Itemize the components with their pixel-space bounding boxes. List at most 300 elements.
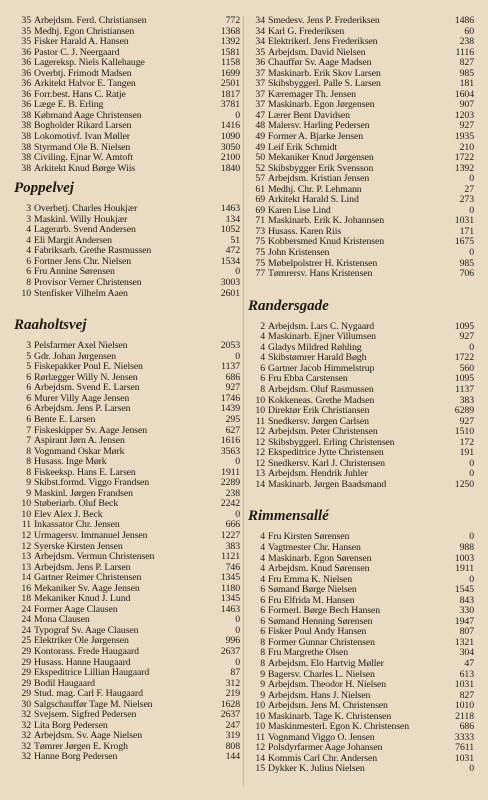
house-number: 36 xyxy=(21,67,31,79)
resident-name: Købmand Aage Christensen xyxy=(34,110,142,121)
phone-number: 2100 xyxy=(220,152,240,164)
house-number: 29 xyxy=(21,667,31,679)
resident-name: Maskinarb. Erik K. Johannsen xyxy=(268,216,385,227)
resident-name: Maskinarb. Egon Sørensen xyxy=(268,553,372,564)
directory-entry xyxy=(14,373,240,384)
phone-number: 666 xyxy=(225,519,240,531)
phone-number: 312 xyxy=(225,677,240,689)
resident-name: Polsdyrfarmer Aage Johansen xyxy=(268,743,383,754)
house-number: 24 xyxy=(21,614,31,626)
directory-entry xyxy=(248,448,474,459)
house-number: 32 xyxy=(21,751,31,763)
phone-number: 686 xyxy=(225,371,240,383)
phone-number: 51 xyxy=(230,234,240,246)
house-number: 13 xyxy=(21,561,31,573)
directory-entry xyxy=(14,48,240,59)
house-number: 10 xyxy=(255,710,265,722)
house-number: 5 xyxy=(26,361,31,373)
phone-number: 1581 xyxy=(220,46,240,58)
resident-name: Arkitekt Harald S. Lind xyxy=(268,195,359,206)
resident-name: Skibsbyggerl. Palle S. Larsen xyxy=(268,79,381,90)
phone-number: 1545 xyxy=(454,584,474,596)
resident-name: Former A. Bjarke Jensen xyxy=(268,132,364,143)
phone-number: 1137 xyxy=(221,361,240,373)
phone-number: 1116 xyxy=(455,46,474,58)
phone-number: 0 xyxy=(469,457,474,469)
phone-number: 3333 xyxy=(454,731,474,743)
resident-name: Gartner Reimer Christensen xyxy=(34,573,142,584)
directory-entry xyxy=(14,573,240,584)
phone-number: 2637 xyxy=(220,645,240,657)
house-number: 35 xyxy=(21,36,31,48)
phone-number: 1616 xyxy=(220,435,240,447)
resident-name: Gladys Mildred Røhling xyxy=(268,342,362,353)
resident-name: Fru Margrethe Olsen xyxy=(268,648,349,659)
resident-name: Skibsbyggerl. Erling Christensen xyxy=(268,437,395,448)
house-number: 8 xyxy=(260,647,265,659)
rimmensalle-list xyxy=(248,532,474,775)
resident-name: Arbejdsm. Peter Christensen xyxy=(268,427,378,438)
phone-number: 1121 xyxy=(221,551,240,563)
directory-entry xyxy=(14,658,240,669)
phone-number: 1137 xyxy=(455,383,474,395)
house-number: 11 xyxy=(255,731,265,743)
phone-number: 772 xyxy=(225,15,240,26)
directory-entry xyxy=(248,417,474,428)
house-number: 10 xyxy=(21,498,31,510)
house-number: 10 xyxy=(21,287,31,299)
phone-number: 1345 xyxy=(220,572,240,584)
phone-number: 2118 xyxy=(455,710,474,722)
directory-entry xyxy=(248,638,474,649)
house-number: 69 xyxy=(255,204,265,216)
house-number: 38 xyxy=(21,120,31,132)
phone-number: 3003 xyxy=(220,277,240,289)
phone-number: 1439 xyxy=(220,403,240,415)
phone-number: 273 xyxy=(459,194,474,206)
house-number: 38 xyxy=(21,141,31,153)
directory-entry xyxy=(14,752,240,763)
resident-name: Maskinarb. Tage K. Christensen xyxy=(268,711,392,722)
house-number: 35 xyxy=(21,15,31,26)
house-number: 13 xyxy=(21,551,31,563)
house-number: 32 xyxy=(21,740,31,752)
house-number: 12 xyxy=(21,540,31,552)
phone-number: 1095 xyxy=(454,320,474,332)
house-number: 6 xyxy=(260,373,265,385)
phone-number: 1416 xyxy=(220,120,240,132)
directory-entry xyxy=(14,679,240,690)
directory-entry xyxy=(248,343,474,354)
house-number: 6 xyxy=(26,413,31,425)
directory-entry xyxy=(248,438,474,449)
directory-entry xyxy=(14,383,240,394)
resident-name: Formerl. Børge Bech Hansen xyxy=(268,606,381,617)
resident-name: Medhj. Egon Christiansen xyxy=(34,26,135,37)
street-heading-randersgade: Randersgade xyxy=(248,297,329,314)
house-number: 50 xyxy=(255,152,265,164)
resident-name: Rørlægger Willy N. Jensen xyxy=(34,372,138,383)
house-number: 8 xyxy=(26,445,31,457)
directory-entry xyxy=(248,332,474,343)
left-column xyxy=(14,16,240,786)
directory-entry xyxy=(14,278,240,289)
phone-number: 1628 xyxy=(220,698,240,710)
resident-name: Elektrikerl. Jens Frederiksen xyxy=(268,37,378,48)
house-number: 29 xyxy=(21,688,31,700)
resident-name: Fisker Poul Andy Hansen xyxy=(268,627,367,638)
house-number: 37 xyxy=(255,88,265,100)
resident-name: Fiskeskipper Sv. Aage Jensen xyxy=(34,425,148,436)
house-number: 12 xyxy=(255,426,265,438)
resident-name: Elektriker Ole Jørgensen xyxy=(34,636,129,647)
directory-entry xyxy=(248,733,474,744)
directory-entry xyxy=(248,111,474,122)
house-number: 9 xyxy=(260,668,265,680)
house-number: 52 xyxy=(255,162,265,174)
resident-name: Arbejdsm. Ferd. Christiansen xyxy=(34,16,147,26)
phone-number: 0 xyxy=(235,266,240,278)
phone-number: 613 xyxy=(459,668,474,680)
resident-name: Arkitekt Halvor E. Tangen xyxy=(34,79,136,90)
phone-number: 1095 xyxy=(454,373,474,385)
directory-entry xyxy=(248,596,474,607)
directory-entry xyxy=(14,204,240,215)
resident-name: Arbejdsm. Kristian Jensen xyxy=(268,174,370,185)
resident-name: Inkassator Chr. Jensen xyxy=(34,520,120,531)
resident-name: Kommis Carl Chr. Andersen xyxy=(268,753,378,764)
directory-entry xyxy=(14,721,240,732)
resident-name: Arbejdsm. Oluf Rasmussen xyxy=(268,384,374,395)
directory-entry xyxy=(14,164,240,175)
phone-number: 87 xyxy=(230,667,240,679)
phone-number: 0 xyxy=(235,624,240,636)
right-column xyxy=(248,16,474,786)
house-number: 32 xyxy=(21,730,31,742)
phone-number: 144 xyxy=(225,751,240,763)
house-number: 75 xyxy=(255,257,265,269)
phone-number: 1935 xyxy=(454,131,474,143)
house-number: 6 xyxy=(26,392,31,404)
resident-name: Svejsem. Sigfred Pedersen xyxy=(34,710,137,721)
phone-number: 560 xyxy=(459,362,474,374)
resident-name: Fru Elfrida M. Hansen xyxy=(268,595,355,606)
directory-entry xyxy=(248,69,474,80)
house-number: 29 xyxy=(21,645,31,657)
resident-name: Murer Villy Aage Jensen xyxy=(34,393,130,404)
resident-name: Bagersv. Charles L. Nielsen xyxy=(268,669,375,680)
directory-entry xyxy=(248,764,474,775)
resident-name: Lærer Bent Davidsen xyxy=(268,110,350,121)
phone-number: 686 xyxy=(459,721,474,733)
house-number: 10 xyxy=(255,721,265,733)
house-number: 4 xyxy=(260,573,265,585)
resident-name: Arbejdsm. Jens P. Larsen xyxy=(34,404,131,415)
directory-entry xyxy=(248,469,474,480)
raaholtsvej-list xyxy=(14,341,240,763)
resident-name: Fiskepakker Poul E. Nielsen xyxy=(34,362,143,373)
house-number: 12 xyxy=(255,436,265,448)
house-number: 75 xyxy=(255,247,265,259)
resident-name: Sømand Henning Sørensen xyxy=(268,616,373,627)
resident-name: Pelsfarmer Axel Nielsen xyxy=(34,341,128,352)
resident-name: Aspirant Jørn A. Jensen xyxy=(34,436,125,447)
house-number: 9 xyxy=(260,689,265,701)
resident-name: Arbejdsm. Svend E. Larsen xyxy=(34,383,140,394)
directory-entry xyxy=(248,16,474,27)
house-number: 6 xyxy=(260,615,265,627)
phone-number: 746 xyxy=(225,561,240,573)
house-number: 6 xyxy=(260,626,265,638)
house-number: 12 xyxy=(21,529,31,541)
resident-name: Kobbersmed Knud Kristensen xyxy=(268,237,385,248)
resident-name: Maskinmesterl. Egon K. Christensen xyxy=(268,722,410,733)
house-number: 4 xyxy=(26,224,31,236)
house-number: 4 xyxy=(26,245,31,257)
house-number: 57 xyxy=(255,173,265,185)
house-number: 14 xyxy=(21,572,31,584)
directory-entry xyxy=(248,27,474,38)
house-number: 38 xyxy=(21,131,31,143)
phone-number: 171 xyxy=(459,225,474,237)
phone-number: 1003 xyxy=(454,552,474,564)
directory-entry xyxy=(248,670,474,681)
house-number: 7 xyxy=(26,424,31,436)
phone-number: 1090 xyxy=(220,131,240,143)
phone-number: 2289 xyxy=(220,477,240,489)
directory-entry xyxy=(248,754,474,765)
house-number: 24 xyxy=(21,603,31,615)
phone-number: 1158 xyxy=(221,57,240,69)
directory-entry xyxy=(14,132,240,143)
directory-entry xyxy=(14,415,240,426)
phone-number: 988 xyxy=(459,541,474,553)
phone-number: 0 xyxy=(469,204,474,216)
house-number: 32 xyxy=(21,709,31,721)
street-heading-rimmensalle: Rimmensallé xyxy=(248,508,329,525)
resident-name: John Kristensen xyxy=(268,248,330,259)
resident-name: Maskinarb. Egon Jørgensen xyxy=(268,100,375,111)
directory-entry xyxy=(14,69,240,80)
house-number: 3 xyxy=(26,340,31,352)
phone-number: 2501 xyxy=(220,78,240,90)
directory-entry xyxy=(14,615,240,626)
house-number: 77 xyxy=(255,268,265,280)
directory-entry xyxy=(248,174,474,185)
directory-entry xyxy=(248,153,474,164)
phone-number: 1031 xyxy=(454,679,474,691)
directory-page xyxy=(14,16,474,786)
resident-name: Møbelpolstrer H. Kristensen xyxy=(268,258,378,269)
left-top-list xyxy=(14,16,240,174)
resident-name: Karen Lise Lind xyxy=(268,205,331,216)
resident-name: Husass. Inge Mørk xyxy=(34,457,107,468)
house-number: 9 xyxy=(26,477,31,489)
resident-name: Skibsbygger Erik Svensson xyxy=(268,163,374,174)
phone-number: 0 xyxy=(469,763,474,775)
resident-name: Mekaniker Sv. Aage Jensen xyxy=(34,583,140,594)
resident-name: Arbejdsm. Vermun Christensen xyxy=(34,552,155,563)
house-number: 4 xyxy=(260,352,265,364)
directory-entry xyxy=(248,322,474,333)
directory-entry xyxy=(248,185,474,196)
directory-entry xyxy=(14,289,240,300)
directory-entry xyxy=(14,426,240,437)
phone-number: 238 xyxy=(459,36,474,48)
directory-entry xyxy=(248,712,474,723)
house-number: 73 xyxy=(255,225,265,237)
directory-entry xyxy=(248,627,474,638)
house-number: 71 xyxy=(255,215,265,227)
phone-number: 319 xyxy=(225,730,240,742)
directory-entry xyxy=(248,427,474,438)
resident-name: Arbejdsm. Hans J. Nielsen xyxy=(268,690,371,701)
house-number: 35 xyxy=(255,46,265,58)
house-number: 6 xyxy=(26,266,31,278)
resident-name: Stud. mag. Carl F. Haugaard xyxy=(34,689,143,700)
resident-name: Fru Kirsten Sørensen xyxy=(268,532,350,543)
directory-entry xyxy=(14,341,240,352)
resident-name: Kokkeneas. Grethe Madsen xyxy=(268,395,375,406)
directory-entry xyxy=(248,532,474,543)
resident-name: Ekspeditrice Lillian Haugaard xyxy=(34,668,150,679)
directory-entry xyxy=(248,648,474,659)
directory-entry xyxy=(248,48,474,59)
resident-name: Arbejdsm. Jens P. Larsen xyxy=(34,562,131,573)
house-number: 4 xyxy=(260,531,265,543)
house-number: 49 xyxy=(255,131,265,143)
resident-name: Forr.best. Hans C. Ratje xyxy=(34,89,126,100)
phone-number: 927 xyxy=(459,120,474,132)
resident-name: Sømand Børge Nielsen xyxy=(268,585,357,596)
directory-entry xyxy=(248,543,474,554)
directory-entry xyxy=(14,246,240,257)
house-number: 34 xyxy=(255,36,265,48)
directory-entry xyxy=(14,489,240,500)
house-number: 4 xyxy=(260,552,265,564)
phone-number: 1911 xyxy=(455,563,474,575)
directory-entry xyxy=(14,404,240,415)
phone-number: 1699 xyxy=(220,67,240,79)
phone-number: 0 xyxy=(235,456,240,468)
phone-number: 47 xyxy=(464,657,474,669)
resident-name: Fru Ebba Carstensen xyxy=(268,374,348,385)
phone-number: 985 xyxy=(459,257,474,269)
resident-name: Lita Borg Pedersen xyxy=(34,720,108,731)
phone-number: 1510 xyxy=(454,426,474,438)
house-number: 37 xyxy=(255,99,265,111)
poppelvej-list xyxy=(14,204,240,299)
house-number: 8 xyxy=(26,466,31,478)
directory-entry xyxy=(14,520,240,531)
resident-name: Husass. Hanne Haugaard xyxy=(34,657,131,668)
directory-entry xyxy=(248,480,474,491)
directory-entry xyxy=(14,563,240,574)
directory-entry xyxy=(14,436,240,447)
resident-name: Overbetj. Charles Houkjær xyxy=(34,204,138,215)
directory-entry xyxy=(14,27,240,38)
phone-number: 985 xyxy=(459,67,474,79)
phone-number: 1463 xyxy=(220,203,240,215)
resident-name: Overbtj. Frimodt Madsen xyxy=(34,68,132,79)
directory-entry xyxy=(248,100,474,111)
house-number: 36 xyxy=(21,57,31,69)
resident-name: Smedesv. Jens P. Frederiksen xyxy=(268,16,380,26)
phone-number: 706 xyxy=(459,268,474,280)
directory-entry xyxy=(14,710,240,721)
directory-entry xyxy=(14,636,240,647)
directory-entry xyxy=(14,16,240,27)
directory-entry xyxy=(248,364,474,375)
phone-number: 172 xyxy=(459,436,474,448)
phone-number: 0 xyxy=(469,531,474,543)
resident-name: Maskinl. Jørgen Frandsen xyxy=(34,488,133,499)
resident-name: Hanne Borg Pedersen xyxy=(34,752,118,763)
house-number: 10 xyxy=(255,700,265,712)
house-number: 12 xyxy=(255,457,265,469)
house-number: 35 xyxy=(21,25,31,37)
directory-entry xyxy=(14,394,240,405)
house-number: 14 xyxy=(255,478,265,490)
house-number: 8 xyxy=(260,636,265,648)
resident-name: Arbejdsm. David Nielsen xyxy=(268,47,366,58)
resident-name: Arbejdsm. Lars C. Nygaard xyxy=(268,321,375,332)
phone-number: 3781 xyxy=(220,99,240,111)
directory-entry xyxy=(14,626,240,637)
resident-name: Urmagersv. Immanuel Jensen xyxy=(34,530,148,541)
directory-entry xyxy=(14,267,240,278)
directory-entry xyxy=(14,468,240,479)
phone-number: 996 xyxy=(225,635,240,647)
house-number: 4 xyxy=(260,563,265,575)
directory-entry xyxy=(14,225,240,236)
directory-entry xyxy=(248,195,474,206)
resident-name: Skibstømrer Harald Bøgh xyxy=(268,353,367,364)
phone-number: 1180 xyxy=(221,582,240,594)
resident-name: Fru Emma K. Nielsen xyxy=(268,574,353,585)
house-number: 3 xyxy=(26,203,31,215)
directory-entry xyxy=(14,362,240,373)
house-number: 5 xyxy=(26,350,31,362)
house-number: 34 xyxy=(255,25,265,37)
house-number: 3 xyxy=(26,213,31,225)
directory-entry xyxy=(248,585,474,596)
directory-entry xyxy=(14,100,240,111)
directory-entry xyxy=(14,352,240,363)
directory-entry xyxy=(248,722,474,733)
directory-entry xyxy=(248,206,474,217)
resident-name: Medhj. Chr. P. Lehmann xyxy=(268,184,362,195)
house-number: 4 xyxy=(26,234,31,246)
phone-number: 1345 xyxy=(220,593,240,605)
resident-name: Salgschauffør Tage M. Nielsen xyxy=(34,699,153,710)
directory-entry xyxy=(14,90,240,101)
phone-number: 330 xyxy=(459,605,474,617)
house-number: 69 xyxy=(255,194,265,206)
directory-entry xyxy=(14,215,240,226)
directory-entry xyxy=(248,554,474,565)
phone-number: 134 xyxy=(225,213,240,225)
house-number: 36 xyxy=(21,88,31,100)
phone-number: 1604 xyxy=(454,88,474,100)
resident-name: Maskinarb. Erik Skov Larsen xyxy=(268,68,381,79)
resident-name: Husass. Karen Riis xyxy=(268,226,342,237)
resident-name: Arbejdsm. Elo Hartvig Møller xyxy=(268,658,384,669)
resident-name: Snedkersv. Karl J. Christensen xyxy=(268,458,385,469)
house-number: 36 xyxy=(255,57,265,69)
phone-number: 627 xyxy=(225,424,240,436)
phone-number: 808 xyxy=(225,740,240,752)
